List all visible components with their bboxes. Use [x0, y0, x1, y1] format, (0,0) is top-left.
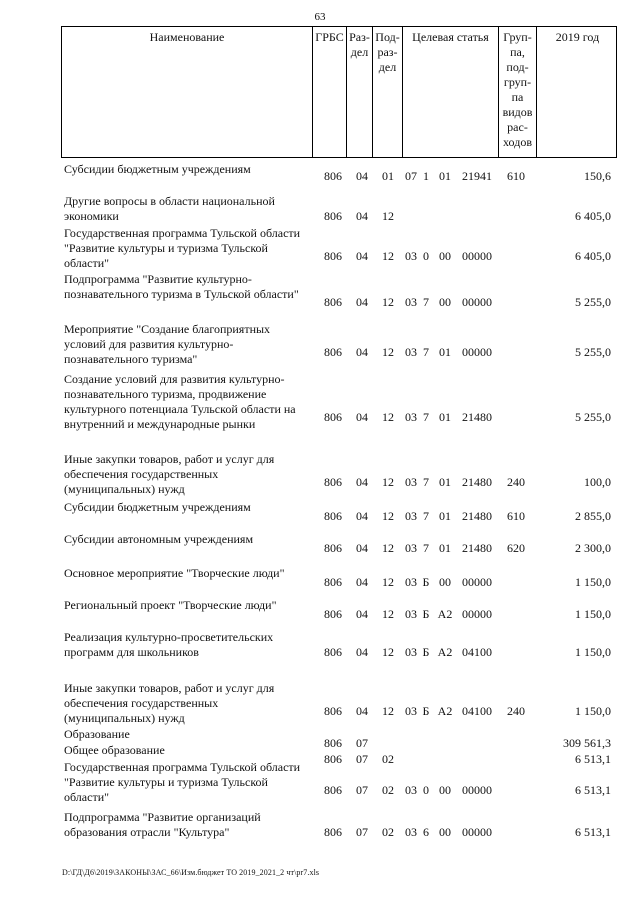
- razdel-cell: 04: [356, 410, 368, 424]
- table-header: [61, 26, 617, 158]
- razdel-cell: 04: [356, 209, 368, 223]
- grbs-cell: 806: [324, 295, 342, 309]
- expense-type-cell: 610: [507, 509, 525, 523]
- razdel-cell: 04: [356, 345, 368, 359]
- target-direction-cell: 21480: [462, 475, 492, 489]
- header-podrazdel: Под- раз- дел: [372, 27, 402, 157]
- row-name: Подпрограмма "Развитие организаций образования отрасли "Культура": [64, 810, 261, 839]
- grbs-cell: 806: [324, 169, 342, 183]
- razdel-cell: 04: [356, 475, 368, 489]
- target-subprogram-cell: 7: [423, 475, 429, 489]
- target-event-cell: 01: [439, 541, 451, 555]
- amount-2019-cell: 100,0: [584, 475, 611, 489]
- row-name: Иные закупки товаров, работ и услуг для обеспечения государственных (муниципальных) нужд: [64, 681, 275, 725]
- razdel-cell: 04: [356, 249, 368, 263]
- grbs-cell: 806: [324, 541, 342, 555]
- page-number: 63: [314, 11, 326, 23]
- row-name: Региональный проект "Творческие люди": [64, 598, 277, 612]
- row-name: Мероприятие "Создание благоприятных условий для развития культурно-познавательного туризма": [64, 322, 271, 366]
- amount-2019-cell: 5 255,0: [575, 295, 611, 309]
- target-direction-cell: 00000: [462, 783, 492, 797]
- row-name: Образование: [64, 727, 130, 741]
- target-subprogram-cell: 1: [423, 169, 429, 183]
- razdel-cell: 04: [356, 704, 368, 718]
- target-program-cell: 03: [405, 345, 417, 359]
- target-program-cell: 03: [405, 475, 417, 489]
- header-target: Целевая статья: [402, 27, 498, 157]
- row-name: Субсидии бюджетным учреждениям: [64, 162, 251, 176]
- target-subprogram-cell: Б: [422, 575, 430, 589]
- razdel-cell: 04: [356, 575, 368, 589]
- row-name: Основное мероприятие "Творческие люди": [64, 566, 285, 580]
- amount-2019-cell: 2 300,0: [575, 541, 611, 555]
- target-program-cell: 03: [405, 607, 417, 621]
- expense-type-cell: 240: [507, 704, 525, 718]
- podrazdel-cell: 12: [382, 345, 394, 359]
- podrazdel-cell: 12: [382, 541, 394, 555]
- target-subprogram-cell: 7: [423, 295, 429, 309]
- target-program-cell: 03: [405, 825, 417, 839]
- amount-2019-cell: 1 150,0: [575, 645, 611, 659]
- amount-2019-cell: 5 255,0: [575, 345, 611, 359]
- target-event-cell: 01: [439, 475, 451, 489]
- razdel-cell: 07: [356, 783, 368, 797]
- target-program-cell: 03: [405, 575, 417, 589]
- header-name: Наименование: [149, 30, 225, 44]
- row-name: Иные закупки товаров, работ и услуг для обеспечения государственных (муниципальных) нужд: [64, 452, 275, 496]
- amount-2019-cell: 1 150,0: [575, 575, 611, 589]
- target-program-cell: 03: [405, 645, 417, 659]
- podrazdel-cell: 02: [382, 752, 394, 766]
- grbs-cell: 806: [324, 475, 342, 489]
- row-name: Общее образование: [64, 743, 165, 757]
- header-razdel: Раз- дел: [346, 27, 372, 157]
- target-event-cell: А2: [437, 607, 453, 621]
- header-grbs: ГРБС: [312, 27, 346, 157]
- razdel-cell: 04: [356, 509, 368, 523]
- target-subprogram-cell: Б: [422, 645, 430, 659]
- target-direction-cell: 00000: [462, 575, 492, 589]
- expense-type-cell: 610: [507, 169, 525, 183]
- razdel-cell: 04: [356, 607, 368, 621]
- grbs-cell: 806: [324, 825, 342, 839]
- expense-type-cell: 620: [507, 541, 525, 555]
- razdel-cell: 04: [356, 295, 368, 309]
- target-program-cell: 03: [405, 509, 417, 523]
- amount-2019-cell: 2 855,0: [575, 509, 611, 523]
- grbs-cell: 806: [324, 783, 342, 797]
- target-program-cell: 03: [405, 249, 417, 263]
- amount-2019-cell: 1 150,0: [575, 704, 611, 718]
- grbs-cell: 806: [324, 704, 342, 718]
- target-direction-cell: 21480: [462, 410, 492, 424]
- row-name: Государственная программа Тульской области "Развитие культуры и туризма Тульской области": [64, 226, 301, 270]
- podrazdel-cell: 01: [382, 169, 394, 183]
- target-subprogram-cell: 7: [423, 410, 429, 424]
- target-event-cell: 00: [439, 295, 451, 309]
- target-program-cell: 03: [405, 295, 417, 309]
- podrazdel-cell: 02: [382, 783, 394, 797]
- target-direction-cell: 21480: [462, 509, 492, 523]
- row-name: Подпрограмма "Развитие культурно-познавательного туризма в Тульской области": [64, 272, 299, 301]
- target-program-cell: 03: [405, 704, 417, 718]
- target-event-cell: 00: [439, 783, 451, 797]
- razdel-cell: 04: [356, 169, 368, 183]
- razdel-cell: 04: [356, 645, 368, 659]
- target-event-cell: 00: [439, 575, 451, 589]
- target-direction-cell: 04100: [462, 704, 492, 718]
- amount-2019-cell: 6 513,1: [575, 783, 611, 797]
- razdel-cell: 07: [356, 736, 368, 750]
- target-program-cell: 03: [405, 410, 417, 424]
- row-name: Реализация культурно-просветительских программ для школьников: [64, 630, 274, 659]
- podrazdel-cell: 12: [382, 209, 394, 223]
- target-direction-cell: 04100: [462, 645, 492, 659]
- grbs-cell: 806: [324, 645, 342, 659]
- razdel-cell: 04: [356, 541, 368, 555]
- grbs-cell: 806: [324, 752, 342, 766]
- target-subprogram-cell: Б: [422, 704, 430, 718]
- target-subprogram-cell: 6: [423, 825, 429, 839]
- amount-2019-cell: 1 150,0: [575, 607, 611, 621]
- target-program-cell: 07: [405, 169, 417, 183]
- target-subprogram-cell: 7: [423, 345, 429, 359]
- target-direction-cell: 00000: [462, 607, 492, 621]
- amount-2019-cell: 6 513,1: [575, 752, 611, 766]
- grbs-cell: 806: [324, 575, 342, 589]
- podrazdel-cell: 12: [382, 645, 394, 659]
- target-direction-cell: 00000: [462, 825, 492, 839]
- podrazdel-cell: 12: [382, 607, 394, 621]
- target-event-cell: А2: [437, 645, 453, 659]
- grbs-cell: 806: [324, 736, 342, 750]
- podrazdel-cell: 12: [382, 575, 394, 589]
- grbs-cell: 806: [324, 345, 342, 359]
- target-event-cell: 00: [439, 825, 451, 839]
- target-event-cell: 01: [439, 410, 451, 424]
- podrazdel-cell: 12: [382, 475, 394, 489]
- grbs-cell: 806: [324, 410, 342, 424]
- target-subprogram-cell: 7: [423, 509, 429, 523]
- podrazdel-cell: 12: [382, 410, 394, 424]
- podrazdel-cell: 12: [382, 295, 394, 309]
- grbs-cell: 806: [324, 509, 342, 523]
- amount-2019-cell: 6 513,1: [575, 825, 611, 839]
- amount-2019-cell: 5 255,0: [575, 410, 611, 424]
- amount-2019-cell: 309 561,3: [563, 736, 611, 750]
- target-subprogram-cell: Б: [422, 607, 430, 621]
- target-subprogram-cell: 0: [423, 783, 429, 797]
- podrazdel-cell: 02: [382, 825, 394, 839]
- podrazdel-cell: 12: [382, 704, 394, 718]
- target-subprogram-cell: 0: [423, 249, 429, 263]
- row-name: Субсидии автономным учреждениям: [64, 532, 254, 546]
- razdel-cell: 07: [356, 752, 368, 766]
- target-program-cell: 03: [405, 541, 417, 555]
- row-name: Создание условий для развития культурно-познавательного туризма, продвижение культурного потенциала Тульской области на внутренний и международные рынки: [64, 372, 296, 431]
- podrazdel-cell: 12: [382, 509, 394, 523]
- target-direction-cell: 21941: [462, 169, 492, 183]
- file-path-footer: D:\ГД\Д6\2019\ЗАКОНЫ\ЗАС_66\Изм.бюджет ТО 2019_2021_2 чт\рr7.xls: [62, 868, 320, 877]
- header-vid: Груп- па, под- груп- па видов рас- ходов: [498, 27, 536, 157]
- target-event-cell: 00: [439, 249, 451, 263]
- target-event-cell: 01: [439, 509, 451, 523]
- grbs-cell: 806: [324, 209, 342, 223]
- podrazdel-cell: 12: [382, 249, 394, 263]
- target-direction-cell: 21480: [462, 541, 492, 555]
- row-name: Государственная программа Тульской области "Развитие культуры и туризма Тульской области": [64, 760, 301, 804]
- expense-type-cell: 240: [507, 475, 525, 489]
- amount-2019-cell: 150,6: [584, 169, 611, 183]
- target-program-cell: 03: [405, 783, 417, 797]
- amount-2019-cell: 6 405,0: [575, 249, 611, 263]
- grbs-cell: 806: [324, 249, 342, 263]
- row-name: Субсидии бюджетным учреждениям: [64, 500, 251, 514]
- header-year: 2019 год: [536, 27, 618, 157]
- amount-2019-cell: 6 405,0: [575, 209, 611, 223]
- grbs-cell: 806: [324, 607, 342, 621]
- razdel-cell: 07: [356, 825, 368, 839]
- target-event-cell: 01: [439, 169, 451, 183]
- target-direction-cell: 00000: [462, 249, 492, 263]
- target-event-cell: 01: [439, 345, 451, 359]
- target-direction-cell: 00000: [462, 295, 492, 309]
- target-subprogram-cell: 7: [423, 541, 429, 555]
- target-event-cell: А2: [437, 704, 453, 718]
- target-direction-cell: 00000: [462, 345, 492, 359]
- row-name: Другие вопросы в области национальной экономики: [64, 194, 275, 223]
